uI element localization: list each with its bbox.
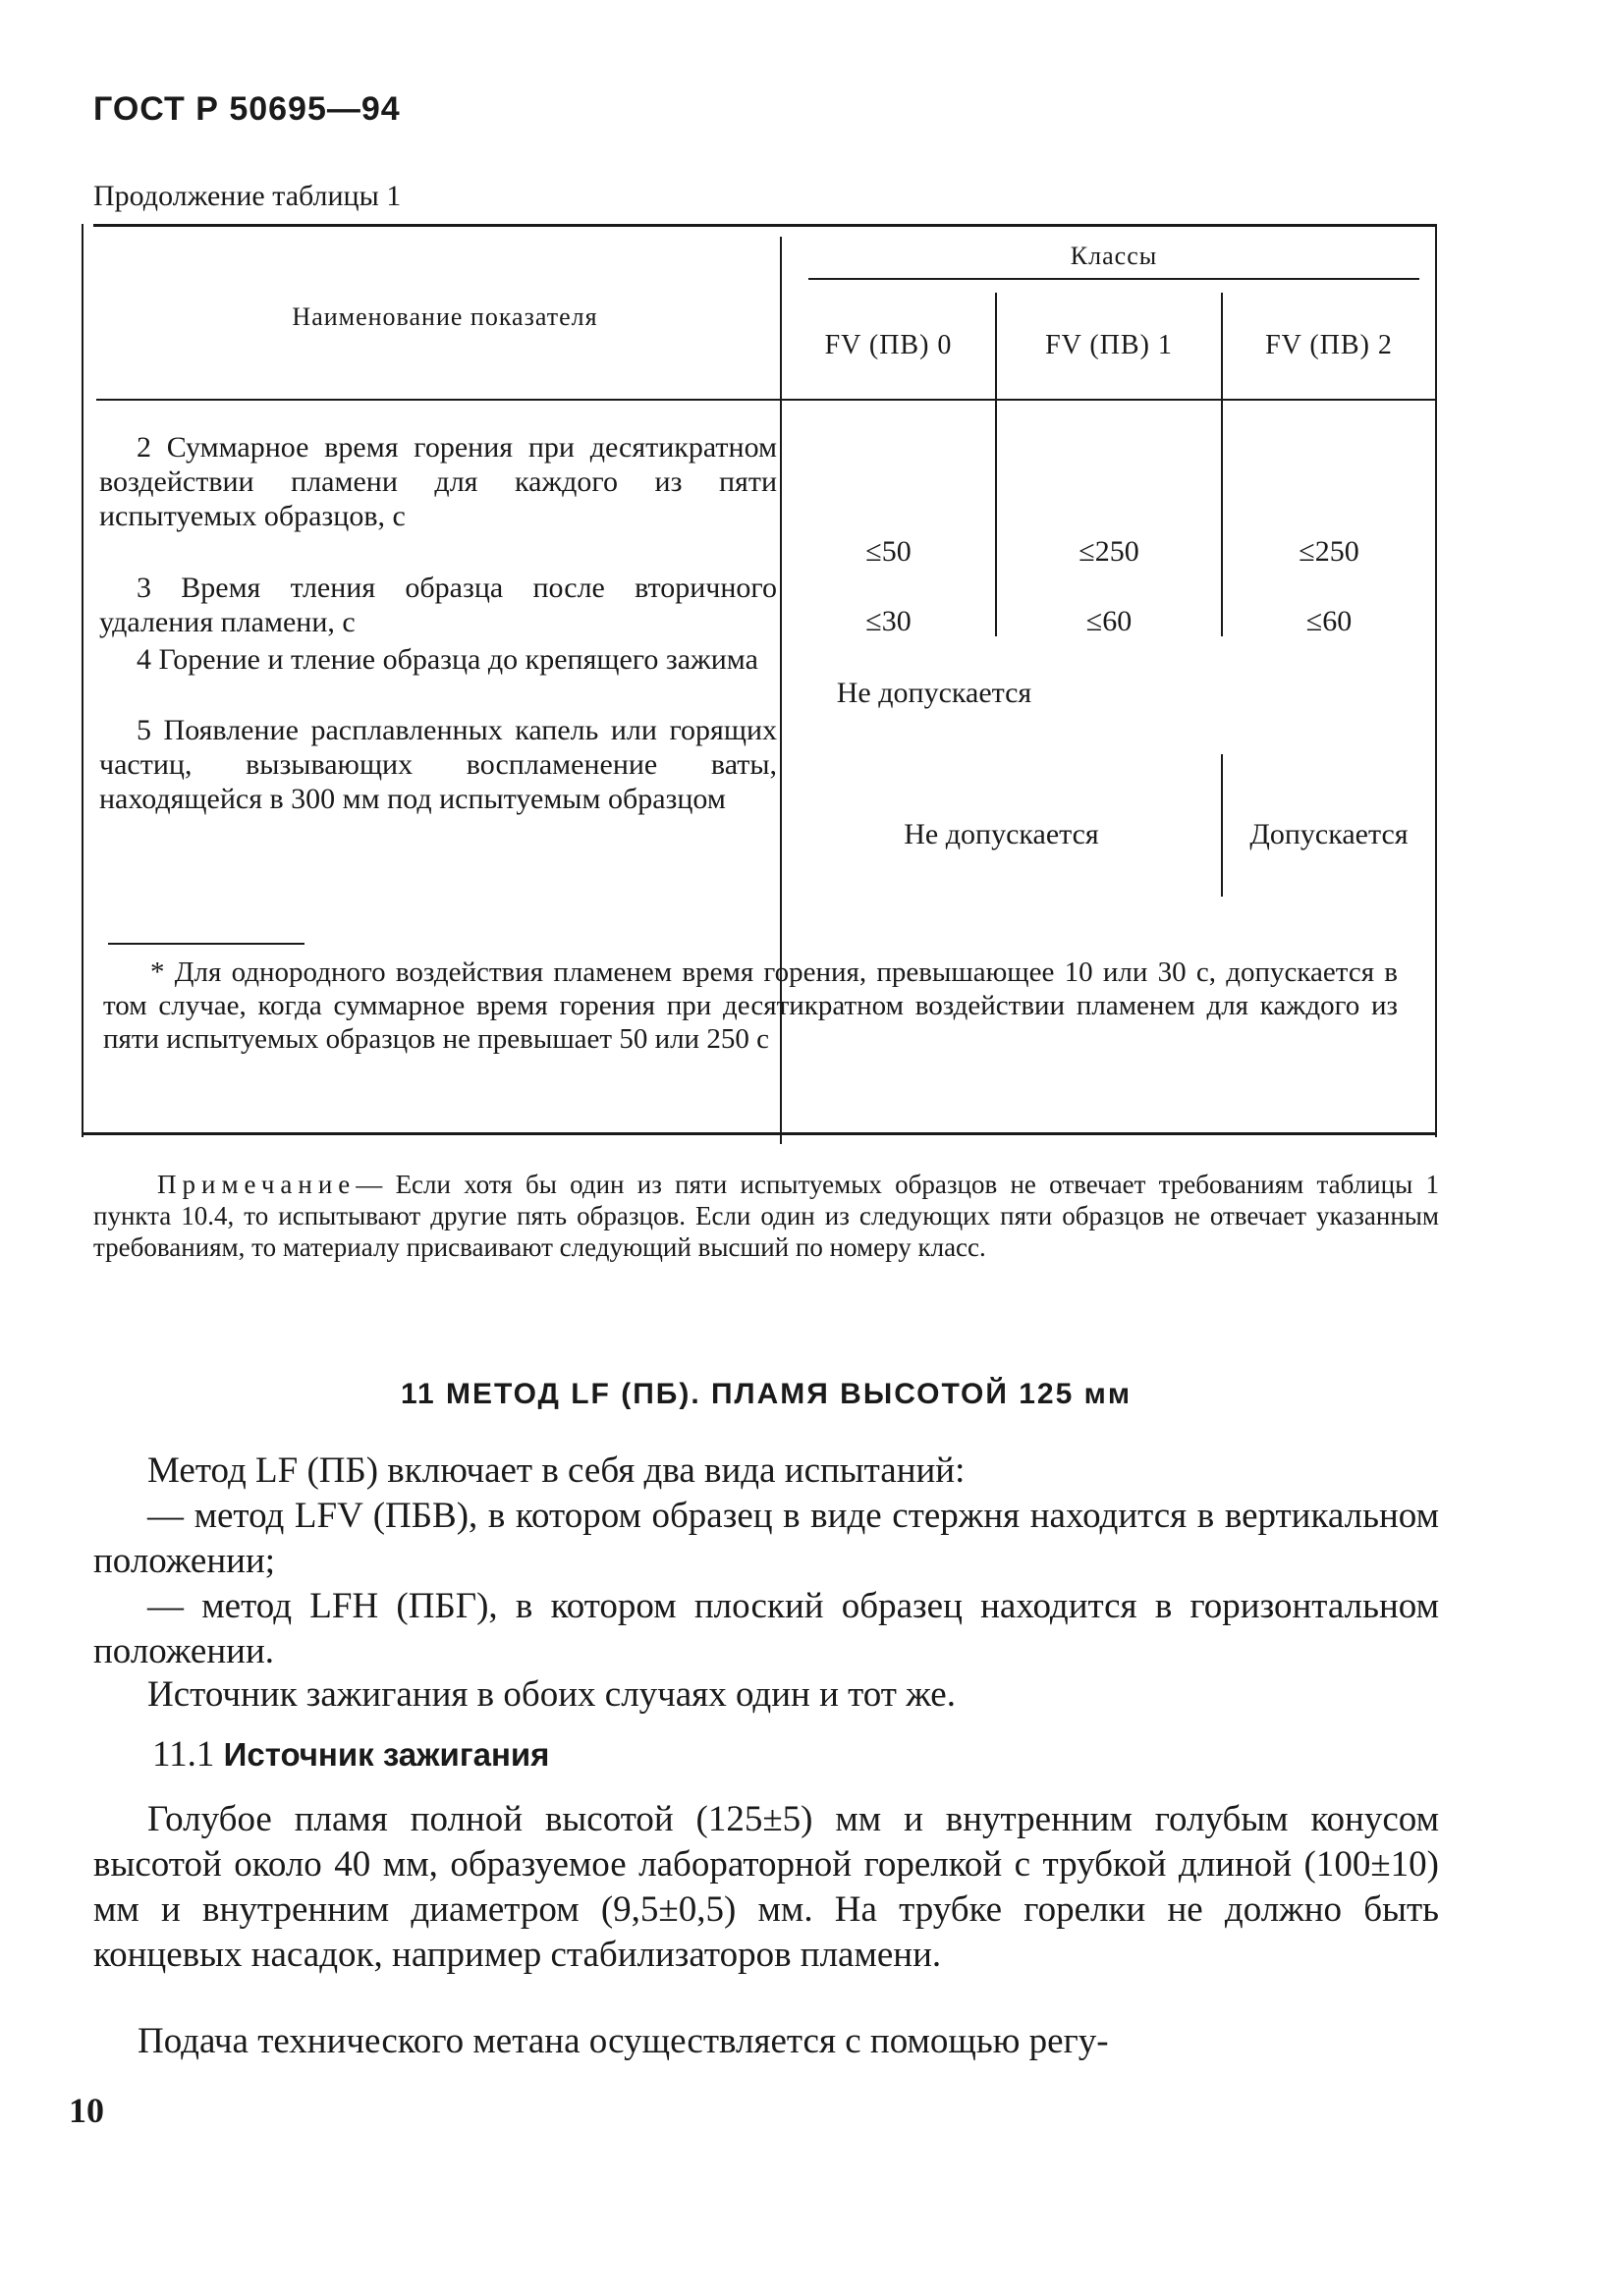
row-3-text: 3 Время тления образца после вторичного удаления пламени, с [99, 572, 777, 638]
table-top-rule [93, 224, 1437, 227]
divider-body-0-1 [995, 399, 997, 636]
footnote-rule [108, 943, 304, 945]
page-header: ГОСТ Р 50695—94 [93, 90, 401, 128]
row-2-class-1: ≤250 [1079, 535, 1139, 568]
table-caption: Продолжение таблицы 1 [93, 180, 402, 212]
classes-header: Классы [1070, 242, 1158, 270]
page-number: 10 [69, 2091, 104, 2130]
subsection-heading [152, 1733, 1429, 1776]
divider-name-column [780, 237, 782, 418]
row-3-class-0: ≤30 [865, 605, 912, 637]
note-label: Примечание [157, 1170, 357, 1199]
table-left-border [82, 224, 83, 1137]
section-item-2: — метод LFH (ПБГ), в котором плоский образец находится в горизонтальном положении. [93, 1586, 1439, 1671]
note-text: — Если хотя бы один из пяти испытуемых образцов не отвечает требованиям таблицы 1 пункта 10.4, то испытывают другие пять образцов. Если один из следующих пяти образцов не отвечает указанным требованиям, то материалу присваивают следующий высший по номеру класс. [93, 1170, 1439, 1262]
table-footnote: * Для однородного воздействия пламенем время горения, превышающее 10 или 30 с, допускается в том случае, когда суммарное время горения при десятикратном воздействии пламенем для каждого из пяти испытуемых образцов не превышает 50 или 250 с [103, 957, 1398, 1055]
section-intro: Метод LF (ПБ) включает в себя два вида испытаний: [147, 1450, 966, 1491]
class-header-1: FV (ПВ) 1 [1045, 330, 1173, 360]
subsection-paragraph-1: Голубое пламя полной высотой (125±5) мм и внутренним голубым конусом высотой около 40 мм, образуемое лабораторной горелкой с трубкой длиной (100±10) мм и внутренним диаметром (9,5±0,5) мм. На трубке горелки не должно быть концевых насадок, например стабилизаторов пламени. [93, 1799, 1439, 1975]
section-item-1: — метод LFV (ПБВ), в котором образец в виде стержня находится в вертикальном положении; [93, 1496, 1439, 1581]
section-source: Источник зажигания в обоих случаях один и тот же. [147, 1674, 956, 1715]
row-2-class-2: ≤250 [1299, 535, 1359, 568]
header-bottom-rule [96, 399, 1437, 401]
class-header-0: FV (ПВ) 0 [824, 330, 953, 360]
row-3-class-2: ≤60 [1305, 605, 1353, 637]
table-right-border [1435, 224, 1437, 1137]
divider-body-1-2 [1221, 399, 1223, 636]
table-frame [82, 224, 1437, 1137]
name-column-header: Наименование показателя [292, 302, 598, 331]
table-bottom-rule [82, 1132, 1437, 1135]
subsection-paragraph-2: Подача технического метана осуществляется с помощью регу- [138, 2021, 1109, 2061]
row-5-text: 5 Появление расплавленных капель или горящих частиц, вызывающих воспламенение ваты, находящейся в 300 мм под испытуемым образцом [99, 714, 777, 815]
subsection-number: 11.1 [152, 1734, 215, 1775]
row-2-text: 2 Суммарное время горения при десятикратном воздействии пламени для каждого из пяти испытуемых образцов, с [99, 431, 777, 532]
row-5-class-2: Допускается [1249, 818, 1409, 850]
section-title: 11 МЕТОД LF (ПБ). ПЛАМЯ ВЫСОТОЙ 125 мм [400, 1378, 1133, 1410]
classes-underline [808, 278, 1419, 280]
row-4-text: 4 Горение и тление образца до крепящего зажима [137, 643, 758, 676]
row-4-merged-value: Не допускается [836, 677, 1032, 709]
class-header-2: FV (ПВ) 2 [1265, 330, 1393, 360]
subsection-title: Источник зажигания [223, 1736, 550, 1773]
row-5-class-0-1: Не допускается [904, 818, 1099, 850]
row-3-class-1: ≤60 [1085, 605, 1133, 637]
row-2-class-0: ≤50 [865, 535, 912, 568]
note [93, 1169, 1439, 1263]
